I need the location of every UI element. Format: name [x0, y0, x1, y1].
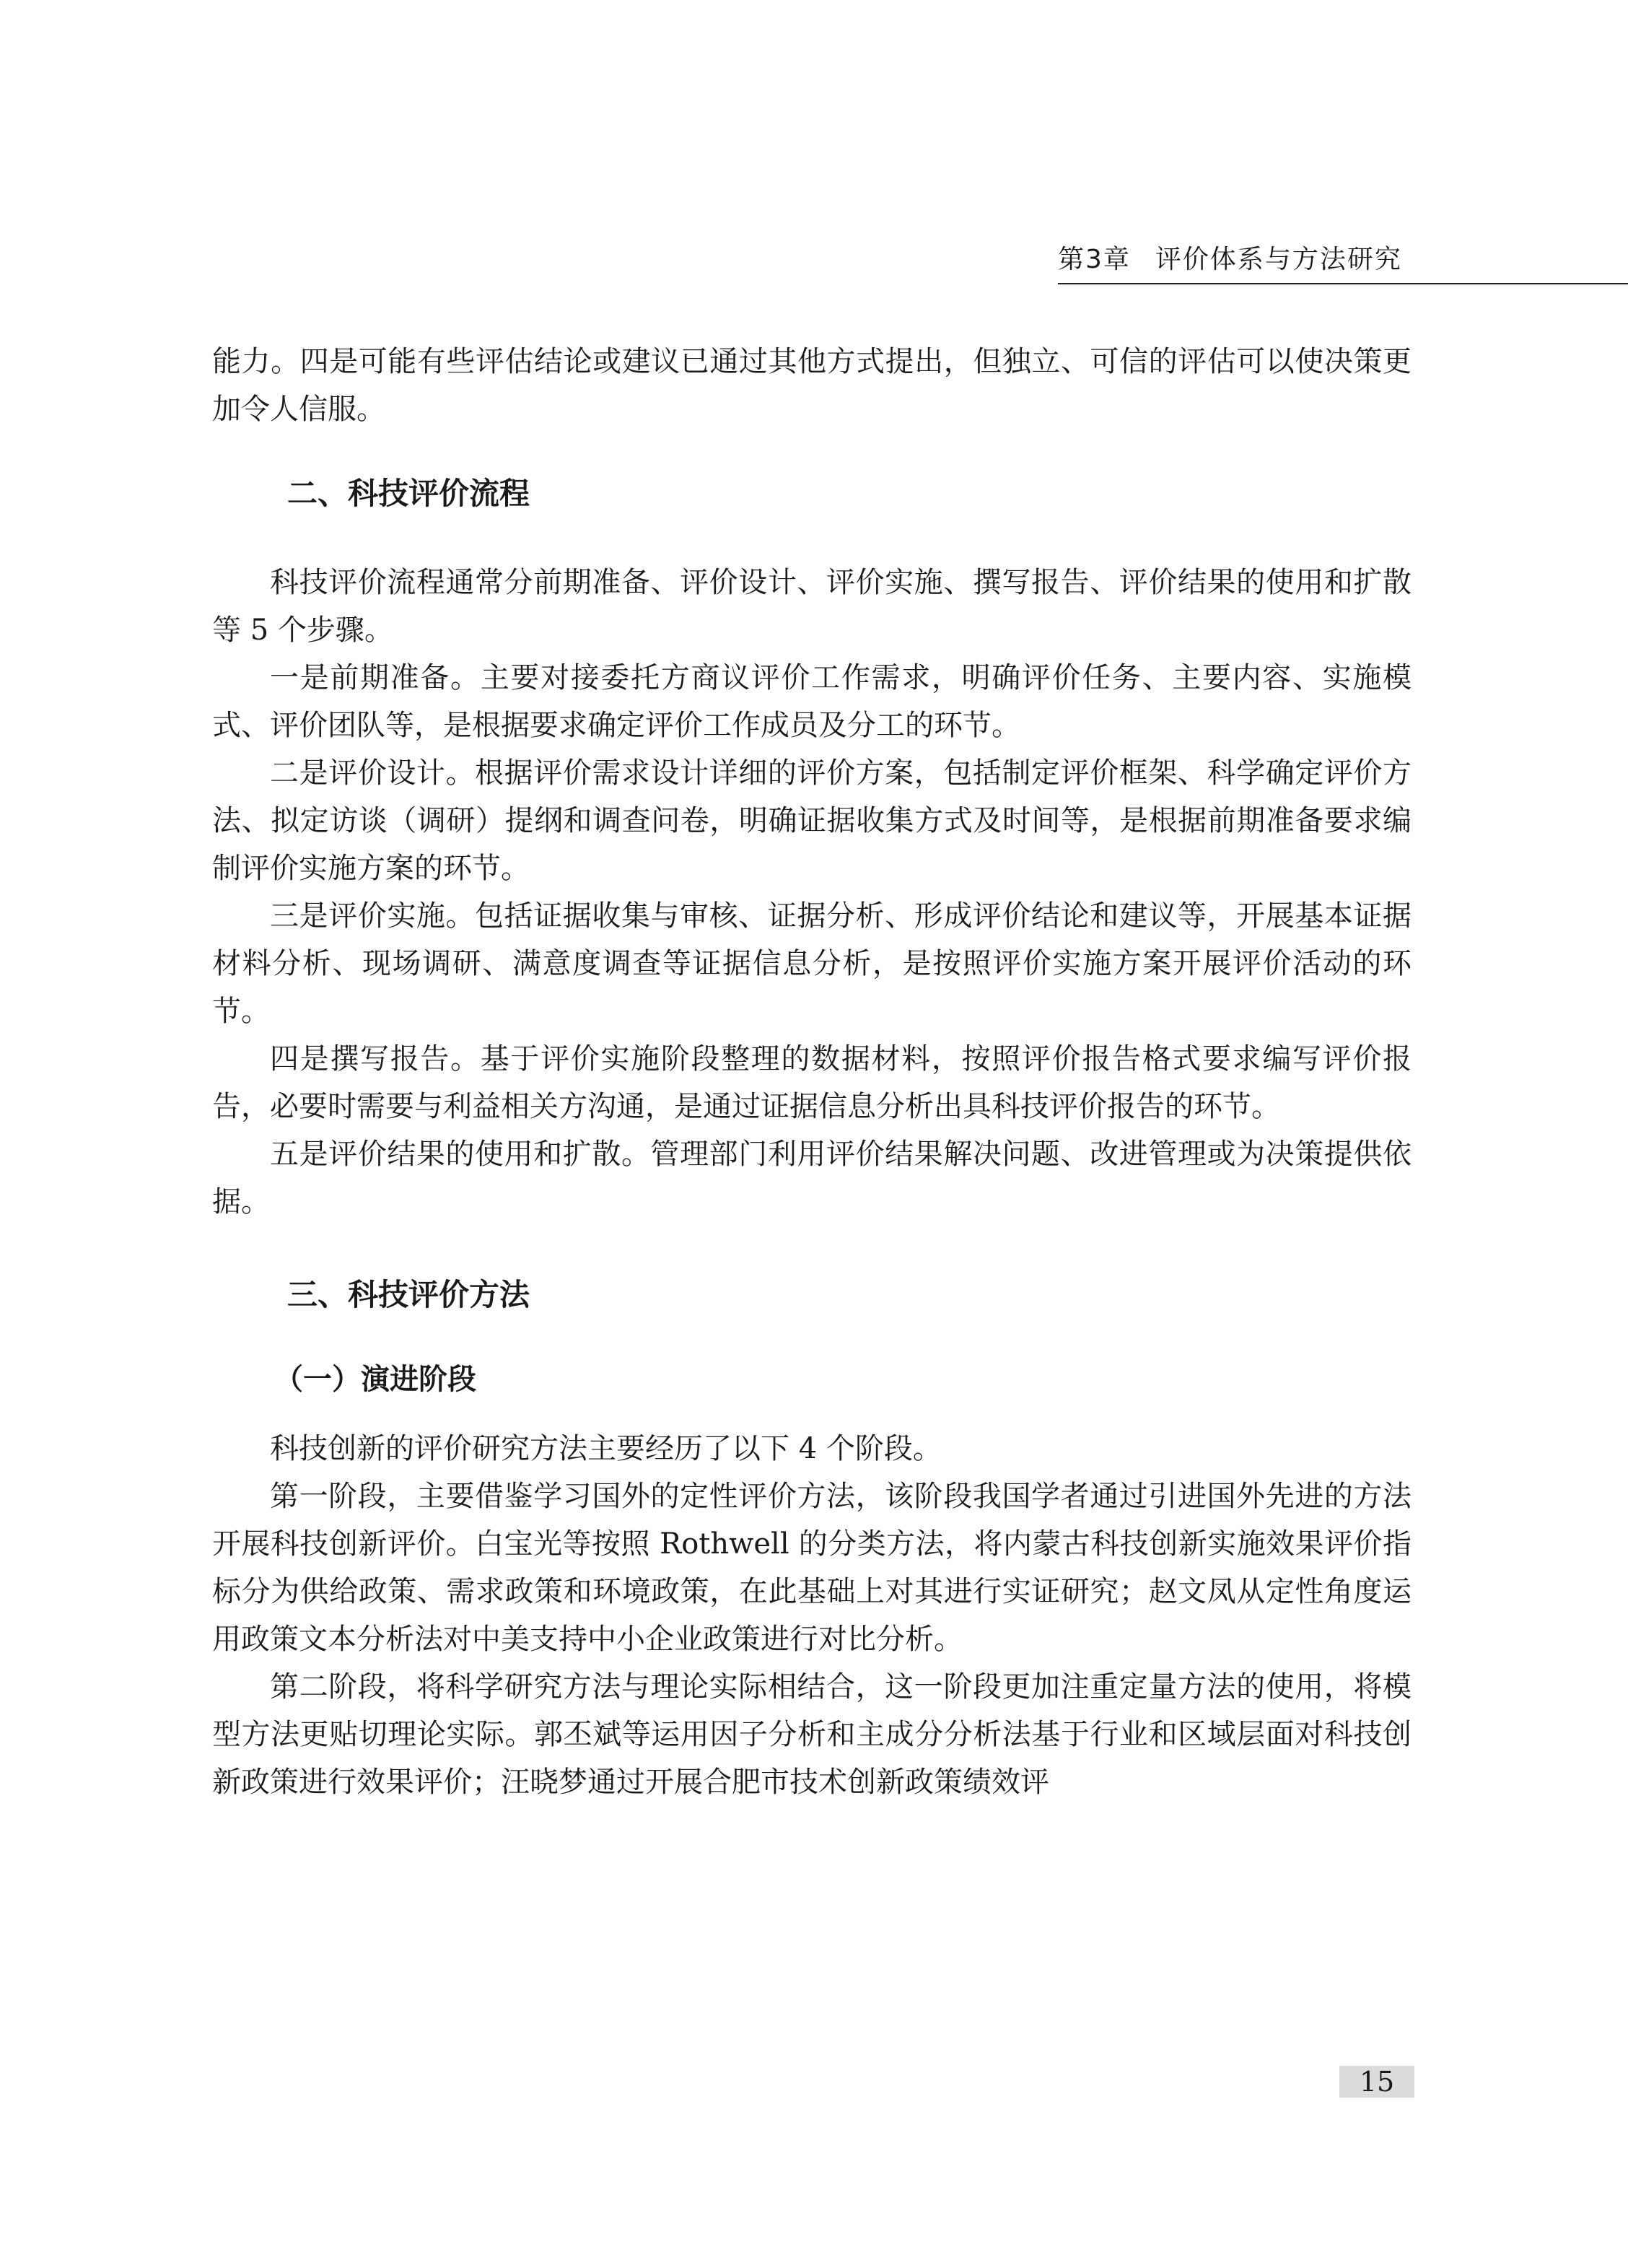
paragraph-step-5: 五是评价结果的使用和扩散。管理部门利用评价结果解决问题、改进管理或为决策提供依据。: [212, 1138, 1412, 1218]
paragraph-continued: 能力。四是可能有些评估结论或建议已通过其他方式提出，但独立、可信的评估可以使决策更加令人信服。: [212, 345, 1412, 426]
paragraph-stage-2: 第二阶段，将科学研究方法与理论实际相结合，这一阶段更加注重定量方法的使用，将模型方法更贴切理论实际。郭丕斌等运用因子分析和主成分分析法基于行业和区域层面对科技创新政策进行效果评价；汪晓梦通过开展合肥市技术创新政策绩效评: [212, 1670, 1412, 1799]
paragraph-stages-intro: 科技创新的评价研究方法主要经历了以下 4 个阶段。: [270, 1432, 942, 1465]
running-header: [1058, 244, 1402, 276]
header-rule: [1058, 283, 1628, 284]
paragraph-process-overview: 科技评价流程通常分前期准备、评价设计、评价实施、撰写报告、评价结果的使用和扩散等 5 个步骤。: [212, 566, 1412, 647]
paragraph-step-2: 二是评价设计。根据评价需求设计详细的评价方案，包括制定评价框架、科学确定评价方法、拟定访谈（调研）提纲和调查问卷，明确证据收集方式及时间等，是根据前期准备要求编制评价实施方案的环节。: [212, 756, 1412, 885]
paragraph-step-1: 一是前期准备。主要对接委托方商议评价工作需求，明确评价任务、主要内容、实施模式、评价团队等，是根据要求确定评价工作成员及分工的环节。: [212, 661, 1412, 742]
paragraph-stage-1: 第一阶段，主要借鉴学习国外的定性评价方法，该阶段我国学者通过引进国外先进的方法开展科技创新评价。白宝光等按照 Rothwell 的分类方法，将内蒙古科技创新实施效果评价指标分为供给政策、需求政策和环境政策，在此基础上对其进行实证研究；赵文凤从定性角度运用政策文本分析法对中美支持中小企业政策进行对比分析。: [212, 1480, 1412, 1656]
paragraph-step-3: 三是评价实施。包括证据收集与审核、证据分析、形成评价结论和建议等，开展基本证据材料分析、现场调研、满意度调查等证据信息分析，是按照评价实施方案开展评价活动的环节。: [212, 899, 1412, 1028]
subsection-heading-evolution: （一）演进阶段: [274, 1363, 476, 1396]
chapter-number: 第3章: [1058, 245, 1131, 274]
body-text: [212, 338, 1412, 1806]
section-heading-process: 二、科技评价流程: [287, 476, 530, 511]
paragraph-step-4: 四是撰写报告。基于评价实施阶段整理的数据材料，按照评价报告格式要求编写评价报告，必要时需要与利益相关方沟通，是通过证据信息分析出具科技评价报告的环节。: [212, 1042, 1412, 1123]
chapter-title: 评价体系与方法研究: [1155, 245, 1402, 274]
section-heading-methods: 三、科技评价方法: [287, 1277, 530, 1312]
page-number: 15: [1339, 2066, 1414, 2098]
